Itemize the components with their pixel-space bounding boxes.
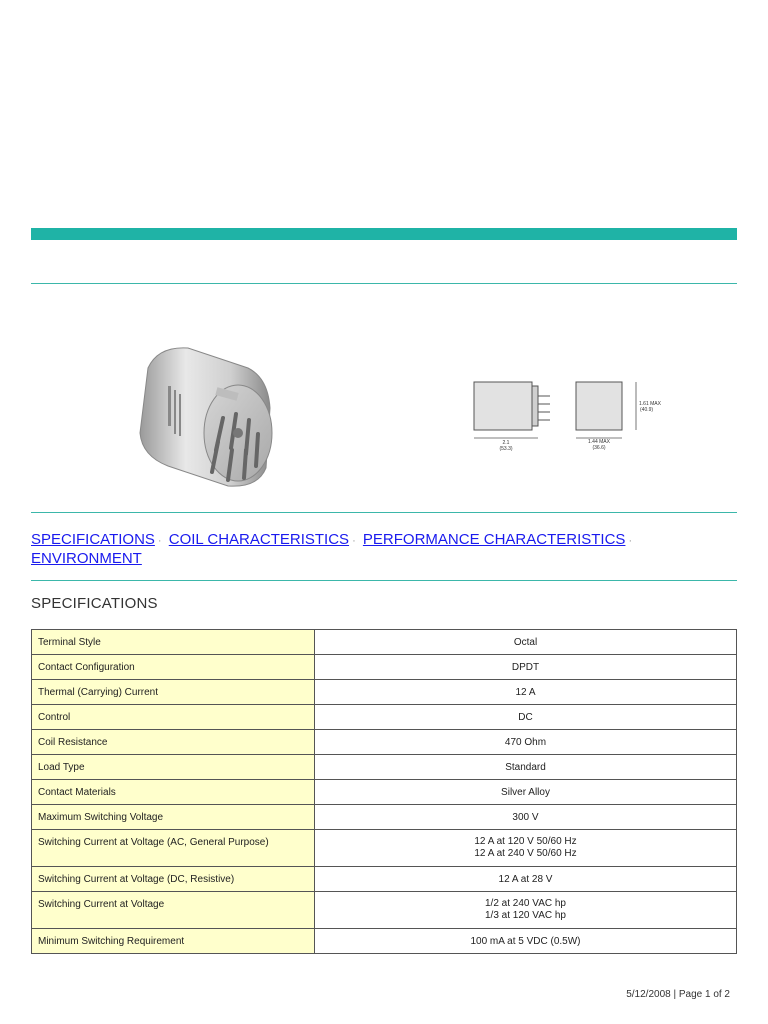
spec-label: Switching Current at Voltage (AC, General Purpose) bbox=[32, 830, 315, 867]
spec-value-line: 12 A at 240 V 50/60 Hz bbox=[474, 848, 577, 859]
specifications-table bbox=[31, 629, 737, 954]
nav-link-performance-characteristics[interactable]: PERFORMANCE CHARACTERISTICS bbox=[362, 531, 626, 548]
spec-value-line: Standard bbox=[505, 762, 546, 773]
nav-separator: · bbox=[628, 535, 633, 547]
table-row bbox=[32, 780, 737, 805]
table-row bbox=[32, 830, 737, 867]
depth-dim-label: 1.44 MAX bbox=[588, 439, 610, 445]
table-row bbox=[32, 755, 737, 780]
nav-separator: · bbox=[352, 535, 356, 547]
spec-value bbox=[315, 892, 737, 929]
spec-value bbox=[315, 805, 737, 830]
table-row bbox=[32, 655, 737, 680]
spec-value-line: 12 A at 120 V 50/60 Hz bbox=[474, 836, 577, 847]
spec-label: Maximum Switching Voltage bbox=[32, 805, 315, 830]
depth-dim-mm: (36.6) bbox=[592, 445, 606, 451]
spec-value-line: 12 A bbox=[515, 687, 536, 698]
spec-label: Load Type bbox=[32, 755, 315, 780]
spec-label: Contact Materials bbox=[32, 780, 315, 805]
divider-middle bbox=[31, 512, 737, 513]
page-footer: 5/12/2008 | Page 1 of 2 bbox=[626, 989, 730, 1000]
header-accent-bar bbox=[31, 228, 737, 240]
table-row bbox=[32, 680, 737, 705]
spec-value-line: DPDT bbox=[511, 662, 540, 673]
spec-label: Switching Current at Voltage (DC, Resistive) bbox=[32, 867, 315, 892]
spec-value-line: 12 A at 28 V bbox=[498, 874, 553, 885]
relay-dimension-drawing bbox=[466, 372, 666, 460]
table-row bbox=[32, 630, 737, 655]
divider-top bbox=[31, 283, 737, 284]
spec-value-line: 100 mA at 5 VDC (0.5W) bbox=[470, 936, 581, 947]
width-dim-mm: (53.3) bbox=[499, 446, 513, 452]
table-row bbox=[32, 892, 737, 929]
spec-value-line: 470 Ohm bbox=[504, 737, 547, 748]
spec-value bbox=[315, 630, 737, 655]
spec-value-line: Silver Alloy bbox=[501, 787, 550, 798]
section-nav bbox=[31, 531, 737, 568]
spec-value-line: 300 V bbox=[512, 812, 539, 823]
spec-label: Terminal Style bbox=[32, 630, 315, 655]
spec-label: Contact Configuration bbox=[32, 655, 315, 680]
spec-value bbox=[315, 929, 737, 954]
width-dim-label: 2.1 bbox=[502, 440, 510, 446]
spec-value bbox=[315, 680, 737, 705]
nav-link-coil-characteristics[interactable]: COIL CHARACTERISTICS bbox=[168, 531, 350, 548]
table-row bbox=[32, 867, 737, 892]
section-title: SPECIFICATIONS bbox=[31, 595, 158, 612]
spec-value-line: Octal bbox=[513, 637, 538, 648]
table-row bbox=[32, 929, 737, 954]
spec-label: Minimum Switching Requirement bbox=[32, 929, 315, 954]
table-row bbox=[32, 730, 737, 755]
spec-value bbox=[315, 867, 737, 892]
nav-link-environment[interactable]: ENVIRONMENT bbox=[31, 550, 142, 567]
spec-label: Thermal (Carrying) Current bbox=[32, 680, 315, 705]
nav-link-specifications[interactable]: SPECIFICATIONS bbox=[31, 531, 155, 548]
height-dim-mm: (40.9) bbox=[640, 407, 654, 413]
divider-nav bbox=[31, 580, 737, 581]
spec-value bbox=[315, 830, 737, 867]
spec-value bbox=[315, 780, 737, 805]
nav-separator: · bbox=[157, 535, 162, 547]
spec-value-line: 1/3 at 120 VAC hp bbox=[485, 910, 566, 921]
spec-value-line: 1/2 at 240 VAC hp bbox=[485, 898, 566, 909]
table-row bbox=[32, 805, 737, 830]
height-dim-label: 1.61 MAX bbox=[639, 401, 661, 407]
relay-product-image bbox=[128, 338, 288, 498]
spec-label: Control bbox=[32, 705, 315, 730]
spec-value-line: DC bbox=[518, 712, 533, 723]
spec-value bbox=[315, 655, 737, 680]
table-row bbox=[32, 705, 737, 730]
spec-value bbox=[315, 730, 737, 755]
spec-value bbox=[315, 755, 737, 780]
spec-label: Switching Current at Voltage bbox=[32, 892, 315, 929]
spec-value bbox=[315, 705, 737, 730]
spec-label: Coil Resistance bbox=[32, 730, 315, 755]
